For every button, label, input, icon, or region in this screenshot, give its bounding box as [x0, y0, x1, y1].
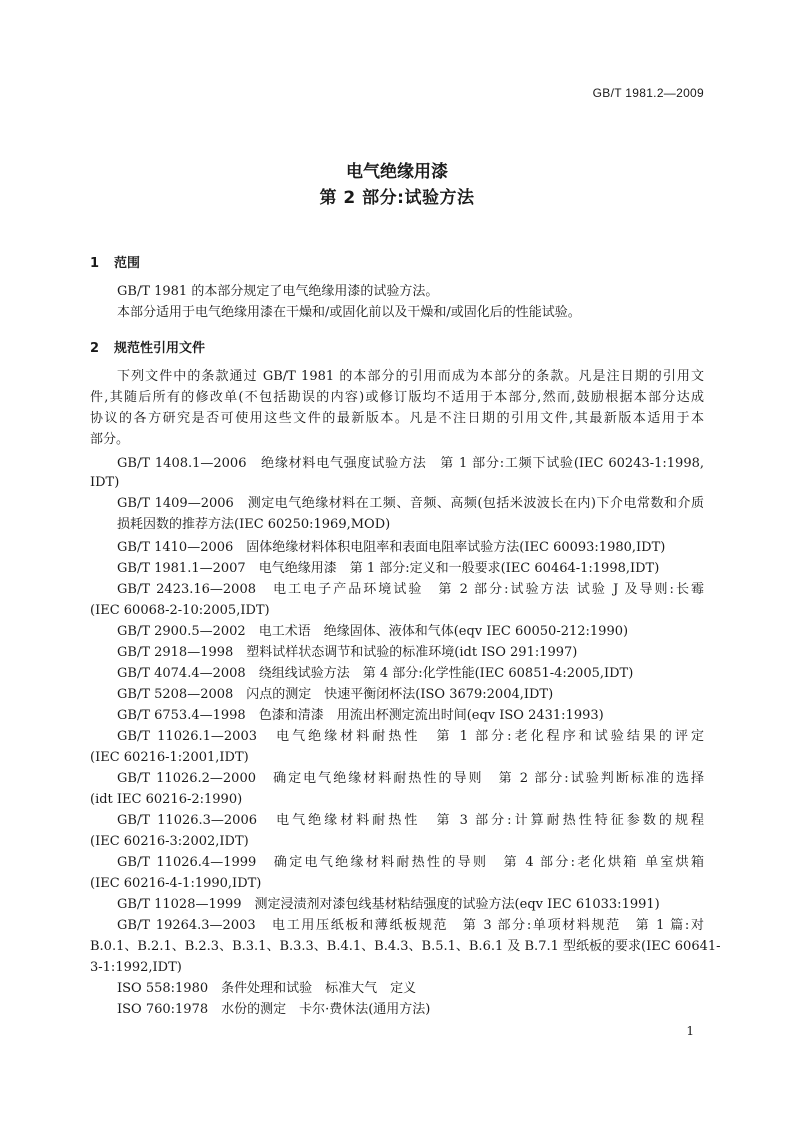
ref-line: (IEC 60216-1:2001,IDT): [90, 750, 249, 765]
ref-line: GB/T 1410—2006 固体绝缘材料体积电阻率和表面电阻率试验方法(IEC 60093:1980,IDT): [117, 540, 666, 555]
ref-line: 3-1:1992,IDT): [90, 960, 182, 975]
scope-line-1: GB/T 1981 的本部分规定了电气绝缘用漆的试验方法。: [117, 284, 439, 299]
ref-line: GB/T 2900.5—2002 电工术语 绝缘固体、液体和气体(eqv IEC 60050-212:1990): [117, 624, 629, 639]
section-2-number: 2: [90, 341, 100, 356]
ref-line: GB/T 11026.4—1999 确定电气绝缘材料耐热性的导则 第 4 部分:老化烘箱 单室烘箱: [117, 855, 704, 870]
ref-line: (IEC 60216-3:2002,IDT): [90, 834, 249, 849]
ref-line: GB/T 1981.1—2007 电气绝缘用漆 第 1 部分:定义和一般要求(IEC 60464-1:1998,IDT): [117, 561, 660, 576]
ref-line: GB/T 11026.1—2003 电气绝缘材料耐热性 第 1 部分:老化程序和试验结果的评定: [117, 729, 704, 744]
ref-line: (IEC 60068-2-10:2005,IDT): [90, 603, 270, 618]
ref-line: GB/T 11026.3—2006 电气绝缘材料耐热性 第 3 部分:计算耐热性特征参数的规程: [117, 813, 704, 828]
section-2-title: 规范性引用文件: [114, 341, 206, 356]
ref-line: ISO 558:1980 条件处理和试验 标准大气 定义: [117, 981, 417, 996]
intro-line-2: 件,其随后所有的修改单(不包括勘误的内容)或修订版均不适用于本部分,然而,鼓励根据本部分达成: [90, 390, 704, 405]
document-subtitle: 第 2 部分:试验方法: [319, 188, 475, 208]
page-number: 1: [686, 1024, 694, 1038]
ref-line: (IEC 60216-4-1:1990,IDT): [90, 876, 262, 891]
section-1-number: 1: [90, 256, 100, 271]
ref-line: GB/T 11026.2—2000 确定电气绝缘材料耐热性的导则 第 2 部分:试验判断标准的选择: [117, 771, 704, 786]
ref-line: ISO 760:1978 水份的测定 卡尔·费休法(通用方法): [117, 1002, 431, 1017]
intro-line-3: 协议的各方研究是否可使用这些文件的最新版本。凡是不注日期的引用文件,其最新版本适用于本: [90, 411, 704, 426]
standard-number: GB/T 1981.2—2009: [592, 86, 704, 100]
scope-line-2: 本部分适用于电气绝缘用漆在干燥和/或固化前以及干燥和/或固化后的性能试验。: [117, 305, 581, 320]
section-1-title: 范围: [114, 256, 141, 271]
ref-line: GB/T 4074.4—2008 绕组线试验方法 第 4 部分:化学性能(IEC 60851-4:2005,IDT): [117, 666, 634, 681]
ref-line: 损耗因数的推荐方法(IEC 60250:1969,MOD): [117, 517, 391, 532]
ref-line: B.0.1、B.2.1、B.2.3、B.3.1、B.3.3、B.4.1、B.4.3、B.5.1、B.6.1 及 B.7.1 型纸板的要求(IEC 60641-: [90, 939, 721, 954]
ref-line: IDT): [90, 475, 120, 490]
ref-line: GB/T 1409—2006 测定电气绝缘材料在工频、音频、高频(包括米波波长在内)下介电常数和介质: [117, 496, 704, 511]
ref-line: GB/T 2423.16—2008 电工电子产品环境试验 第 2 部分:试验方法 试验 J 及导则:长霉: [117, 582, 704, 597]
ref-line: GB/T 1408.1—2006 绝缘材料电气强度试验方法 第 1 部分:工频下试验(IEC 60243-1:1998,: [117, 456, 704, 471]
ref-line: GB/T 19264.3—2003 电工用压纸板和薄纸板规范 第 3 部分:单项材料规范 第 1 篇:对: [117, 918, 704, 933]
intro-line-4: 部分。: [90, 432, 130, 447]
ref-line: (idt IEC 60216-2:1990): [90, 792, 243, 807]
document-title: 电气绝缘用漆: [346, 162, 448, 182]
section-2-heading: [90, 337, 205, 356]
intro-line-1: 下列文件中的条款通过 GB/T 1981 的本部分的引用而成为本部分的条款。凡是注日期的引用文: [117, 369, 704, 384]
section-1-heading: [90, 252, 140, 271]
ref-line: GB/T 5208—2008 闪点的测定 快速平衡闭杯法(ISO 3679:2004,IDT): [117, 687, 554, 702]
ref-line: GB/T 11028—1999 测定浸渍剂对漆包线基材粘结强度的试验方法(eqv IEC 61033:1991): [117, 897, 660, 912]
ref-line: GB/T 2918—1998 塑料试样状态调节和试验的标准环境(idt ISO 291:1997): [117, 645, 578, 660]
ref-line: GB/T 6753.4—1998 色漆和清漆 用流出杯测定流出时间(eqv ISO 2431:1993): [117, 708, 604, 723]
